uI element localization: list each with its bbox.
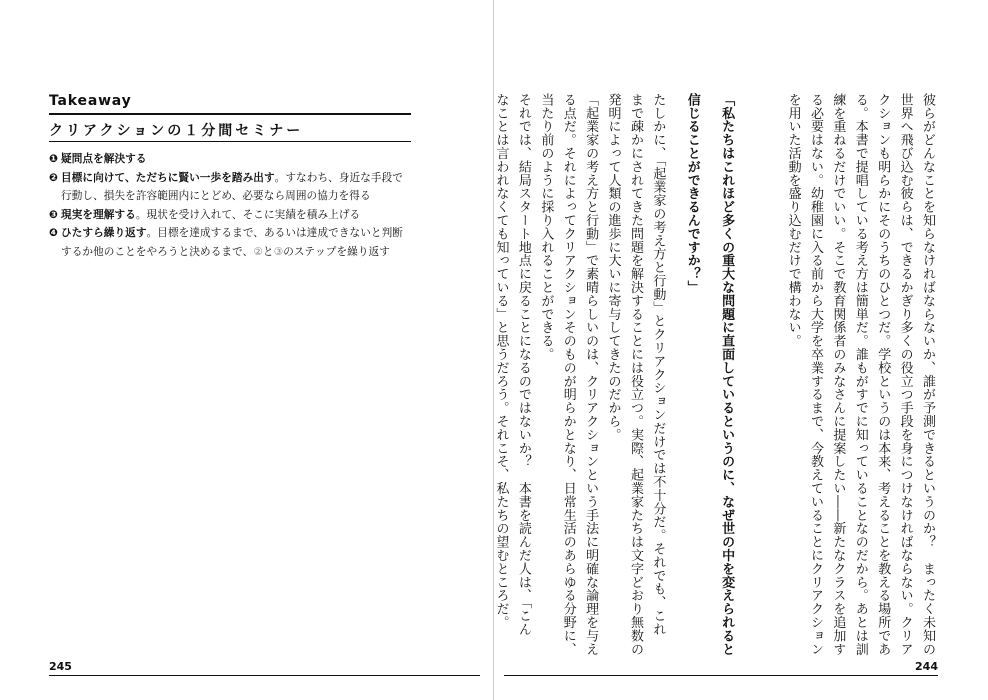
point-text: 。すなわち、身近な手段で <box>274 171 403 184</box>
page-number-right: 244 <box>915 660 938 673</box>
step-ref-2: ② <box>253 245 263 258</box>
title-rule-top <box>49 113 411 115</box>
text-line: 練を重ねるだけでいい。そこで教育関係者のみなさんに提案したい――新たなクラスを追加す <box>830 93 846 656</box>
point-text-join: と <box>262 245 274 258</box>
page-number-left: 245 <box>49 660 72 673</box>
section-title: クリアクションの１分間セミナー <box>49 123 304 139</box>
point-heading: 目標に向けて、ただちに賢い一歩を踏み出す <box>61 171 275 184</box>
text-line: 世界へ飛び込む彼らは、できるかぎり多くの役立つ手段を身につけなければならない。クリア <box>897 93 913 656</box>
step-ref-3: ③ <box>273 245 284 258</box>
point-text-cont: するか他のことをやろうと決めるまで、 <box>61 245 254 258</box>
point-heading: 疑問点を解決する <box>61 153 147 165</box>
point-text-tail: のステップを繰り返す <box>283 245 390 258</box>
footer-rule-right <box>504 675 938 676</box>
point-text: 。目標を達成するまで、あるいは達成できないと判断 <box>146 227 403 239</box>
text-line: それでは、結局スタート地点に戻ることになるのではないか？ 本書を読んだ人は、「こん <box>515 93 531 636</box>
point-text-cont: 行動し、損失を許容範囲内にとどめ、必要なら周囲の協力を得る <box>61 190 371 202</box>
point-text: 。現状を受け入れて、そこに実績を積み上げる <box>135 208 361 221</box>
list-item <box>49 150 411 169</box>
text-line: まで疎かにされてきた問題を解決することには役立つ。実際、起業家たちは文字どおり無数の <box>627 93 643 656</box>
number-1-icon: ❶ <box>49 153 59 165</box>
takeaway-list <box>49 150 411 261</box>
title-rule-bottom <box>49 141 411 142</box>
text-line: る点だ。それによってクリアクションそのものが明らかとなり、日常生活のあらゆる分野に、 <box>560 93 576 656</box>
text-line: 当たり前のように採り入れることができる。 <box>538 93 554 361</box>
text-line: 「起業家の考え方と行動」で素晴らしいのは、クリアクションという手法に明確な論理を与え <box>583 93 599 656</box>
number-3-icon: ❸ <box>49 208 59 221</box>
text-line: クションも明らかにそのうちのひとつだ。学校というのは本来、考えることを教える場所であ <box>875 93 891 656</box>
vertical-body-text <box>489 93 938 656</box>
text-line: なことは言われなくても知っている」と思うだろう。それこそ、私たちの望むところだ。 <box>493 93 509 629</box>
footer-rule-left <box>49 675 480 676</box>
question-line: 「私たちはこれほど多くの重大な問題に直面しているというのに、なぜ世の中を変えられると <box>719 93 735 656</box>
text-line: 彼らがどんなことを知らなければならないか、誰が予測できるというのか？ まったく未知の <box>920 93 935 656</box>
point-heading: ひたすら繰り返す <box>61 227 147 239</box>
list-item <box>49 169 411 206</box>
number-2-icon: ❷ <box>49 171 59 184</box>
question-line: 信じることができるんですか？」 <box>684 93 700 294</box>
text-line: る必要はない。幼稚園に入る前から大学を卒業するまで、今教えていることにクリアクション <box>807 93 823 656</box>
list-item <box>49 224 411 261</box>
list-item <box>49 206 411 225</box>
point-heading: 現実を理解する <box>61 208 136 221</box>
left-page <box>0 0 493 700</box>
section-label: Takeaway <box>49 93 132 109</box>
text-line: を用いた活動を盛り込むだけで構わない。 <box>785 93 801 348</box>
text-line: たしかに、「起業家の考え方と行動」とクリアクションだけでは不十分だ。それでも、これ <box>650 93 666 636</box>
number-4-icon: ❹ <box>49 227 59 239</box>
text-line: る。本書で提唱している考え方は簡単だ。誰もがすでに知っていることなのだから。あとは訓 <box>852 93 868 656</box>
text-line: 発明によって人類の進歩に大いに寄与してきたのだから。 <box>605 93 621 442</box>
right-page <box>494 0 988 700</box>
